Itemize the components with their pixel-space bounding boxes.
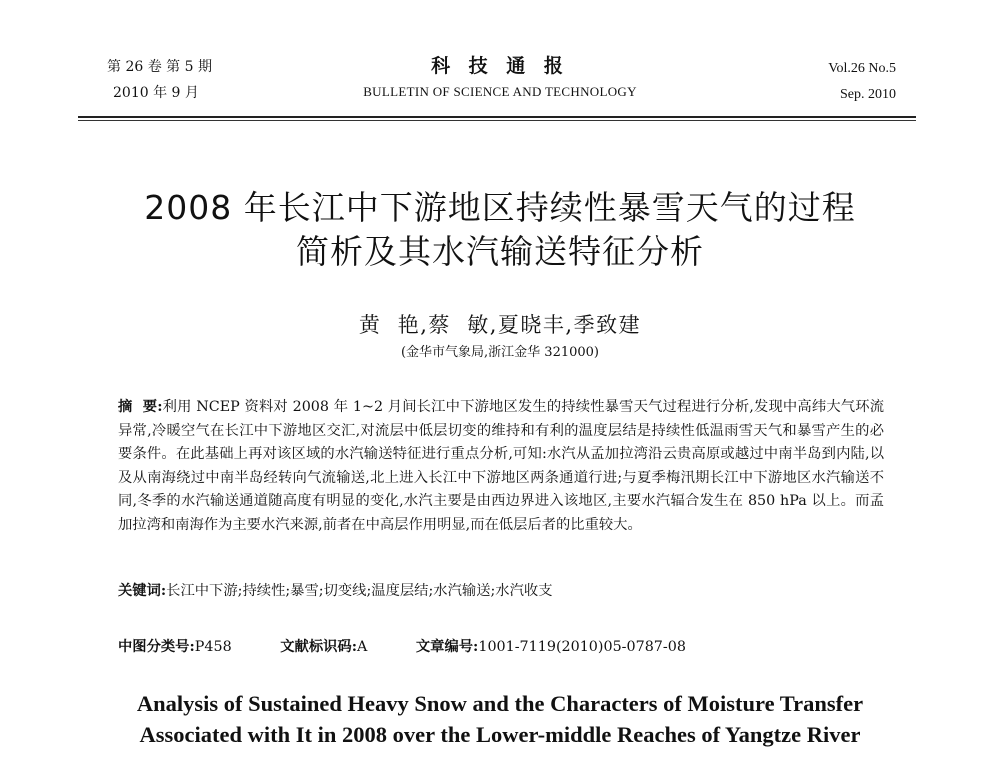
volume-issue: 第 26 卷 第 5 期	[107, 59, 212, 75]
classification-line	[118, 636, 730, 658]
clc-number: 中图分类号:P458	[118, 639, 232, 655]
english-title-line1: Analysis of Sustained Heavy Snow and the Characters of Moisture Transfer	[136, 691, 864, 716]
vol-no: Vol.26 No.5	[828, 61, 896, 76]
journal-name	[300, 52, 700, 104]
english-title-line2: Associated with It in 2008 over the Lower-middle Reaches of Yangtze River	[139, 722, 861, 747]
affiliation: (金华市气象局,浙江金华 321000)	[400, 345, 600, 360]
article-number: 文章编号:1001-7119(2010)05-0787-08	[415, 639, 686, 655]
keywords-text: 长江中下游;持续性;暴雪;切变线;温度层结;水汽输送;水汽收支	[166, 583, 553, 599]
header-rule-thin	[78, 120, 916, 121]
paper-title	[60, 186, 940, 274]
date-en: Sep. 2010	[840, 87, 896, 102]
abstract-label: 摘 要:	[118, 399, 163, 415]
abstract	[118, 396, 884, 537]
header-issue-info	[107, 54, 212, 106]
keywords	[118, 580, 884, 603]
authors: 黄 艳,蔡 敏,夏晓丰,季致建	[358, 313, 642, 337]
journal-name-en: BULLETIN OF SCIENCE AND TECHNOLOGY	[363, 84, 637, 99]
keywords-label: 关键词:	[118, 583, 167, 599]
journal-name-cn: 科 技 通 报	[431, 55, 569, 77]
document-code: 文献标识码:A	[280, 639, 368, 655]
header-rule-thick	[78, 116, 916, 118]
english-title	[40, 688, 960, 750]
header-vol-info	[828, 56, 896, 108]
paper-title-line1: 2008 年长江中下游地区持续性暴雪天气的过程	[144, 188, 856, 227]
paper-title-line2: 简析及其水汽输送特征分析	[296, 232, 704, 271]
abstract-text: 利用 NCEP 资料对 2008 年 1~2 月间长江中下游地区发生的持续性暴雪天气过程进行分析,发现中高纬大气环流异常,冷暖空气在长江中下游地区交汇,对流层中低层切变的维持和有利的温度层结是持续性低温雨雪天气和暴雪产生的必要条件。在此基础上再对该区域的水汽输送特征进行重点分析,可知:水汽从孟加拉湾沿云贵高原或越过中南半岛到内陆,以及从南海绕过中南半岛经转向气流输送,北上进入长江中下游地区两条通道行进;与夏季梅汛期长江中下游地区水汽输送不同,冬季的水汽输送通道随高度有明显的变化,水汽主要是由西边界进入该地区,主要水汽辐合发生在 850 hPa 以上。而孟加拉湾和南海作为主要水汽来源,前者在中高层作用明显,而在低层后者的比重较大。	[118, 399, 885, 533]
publication-date: 2010 年 9 月	[113, 85, 199, 101]
